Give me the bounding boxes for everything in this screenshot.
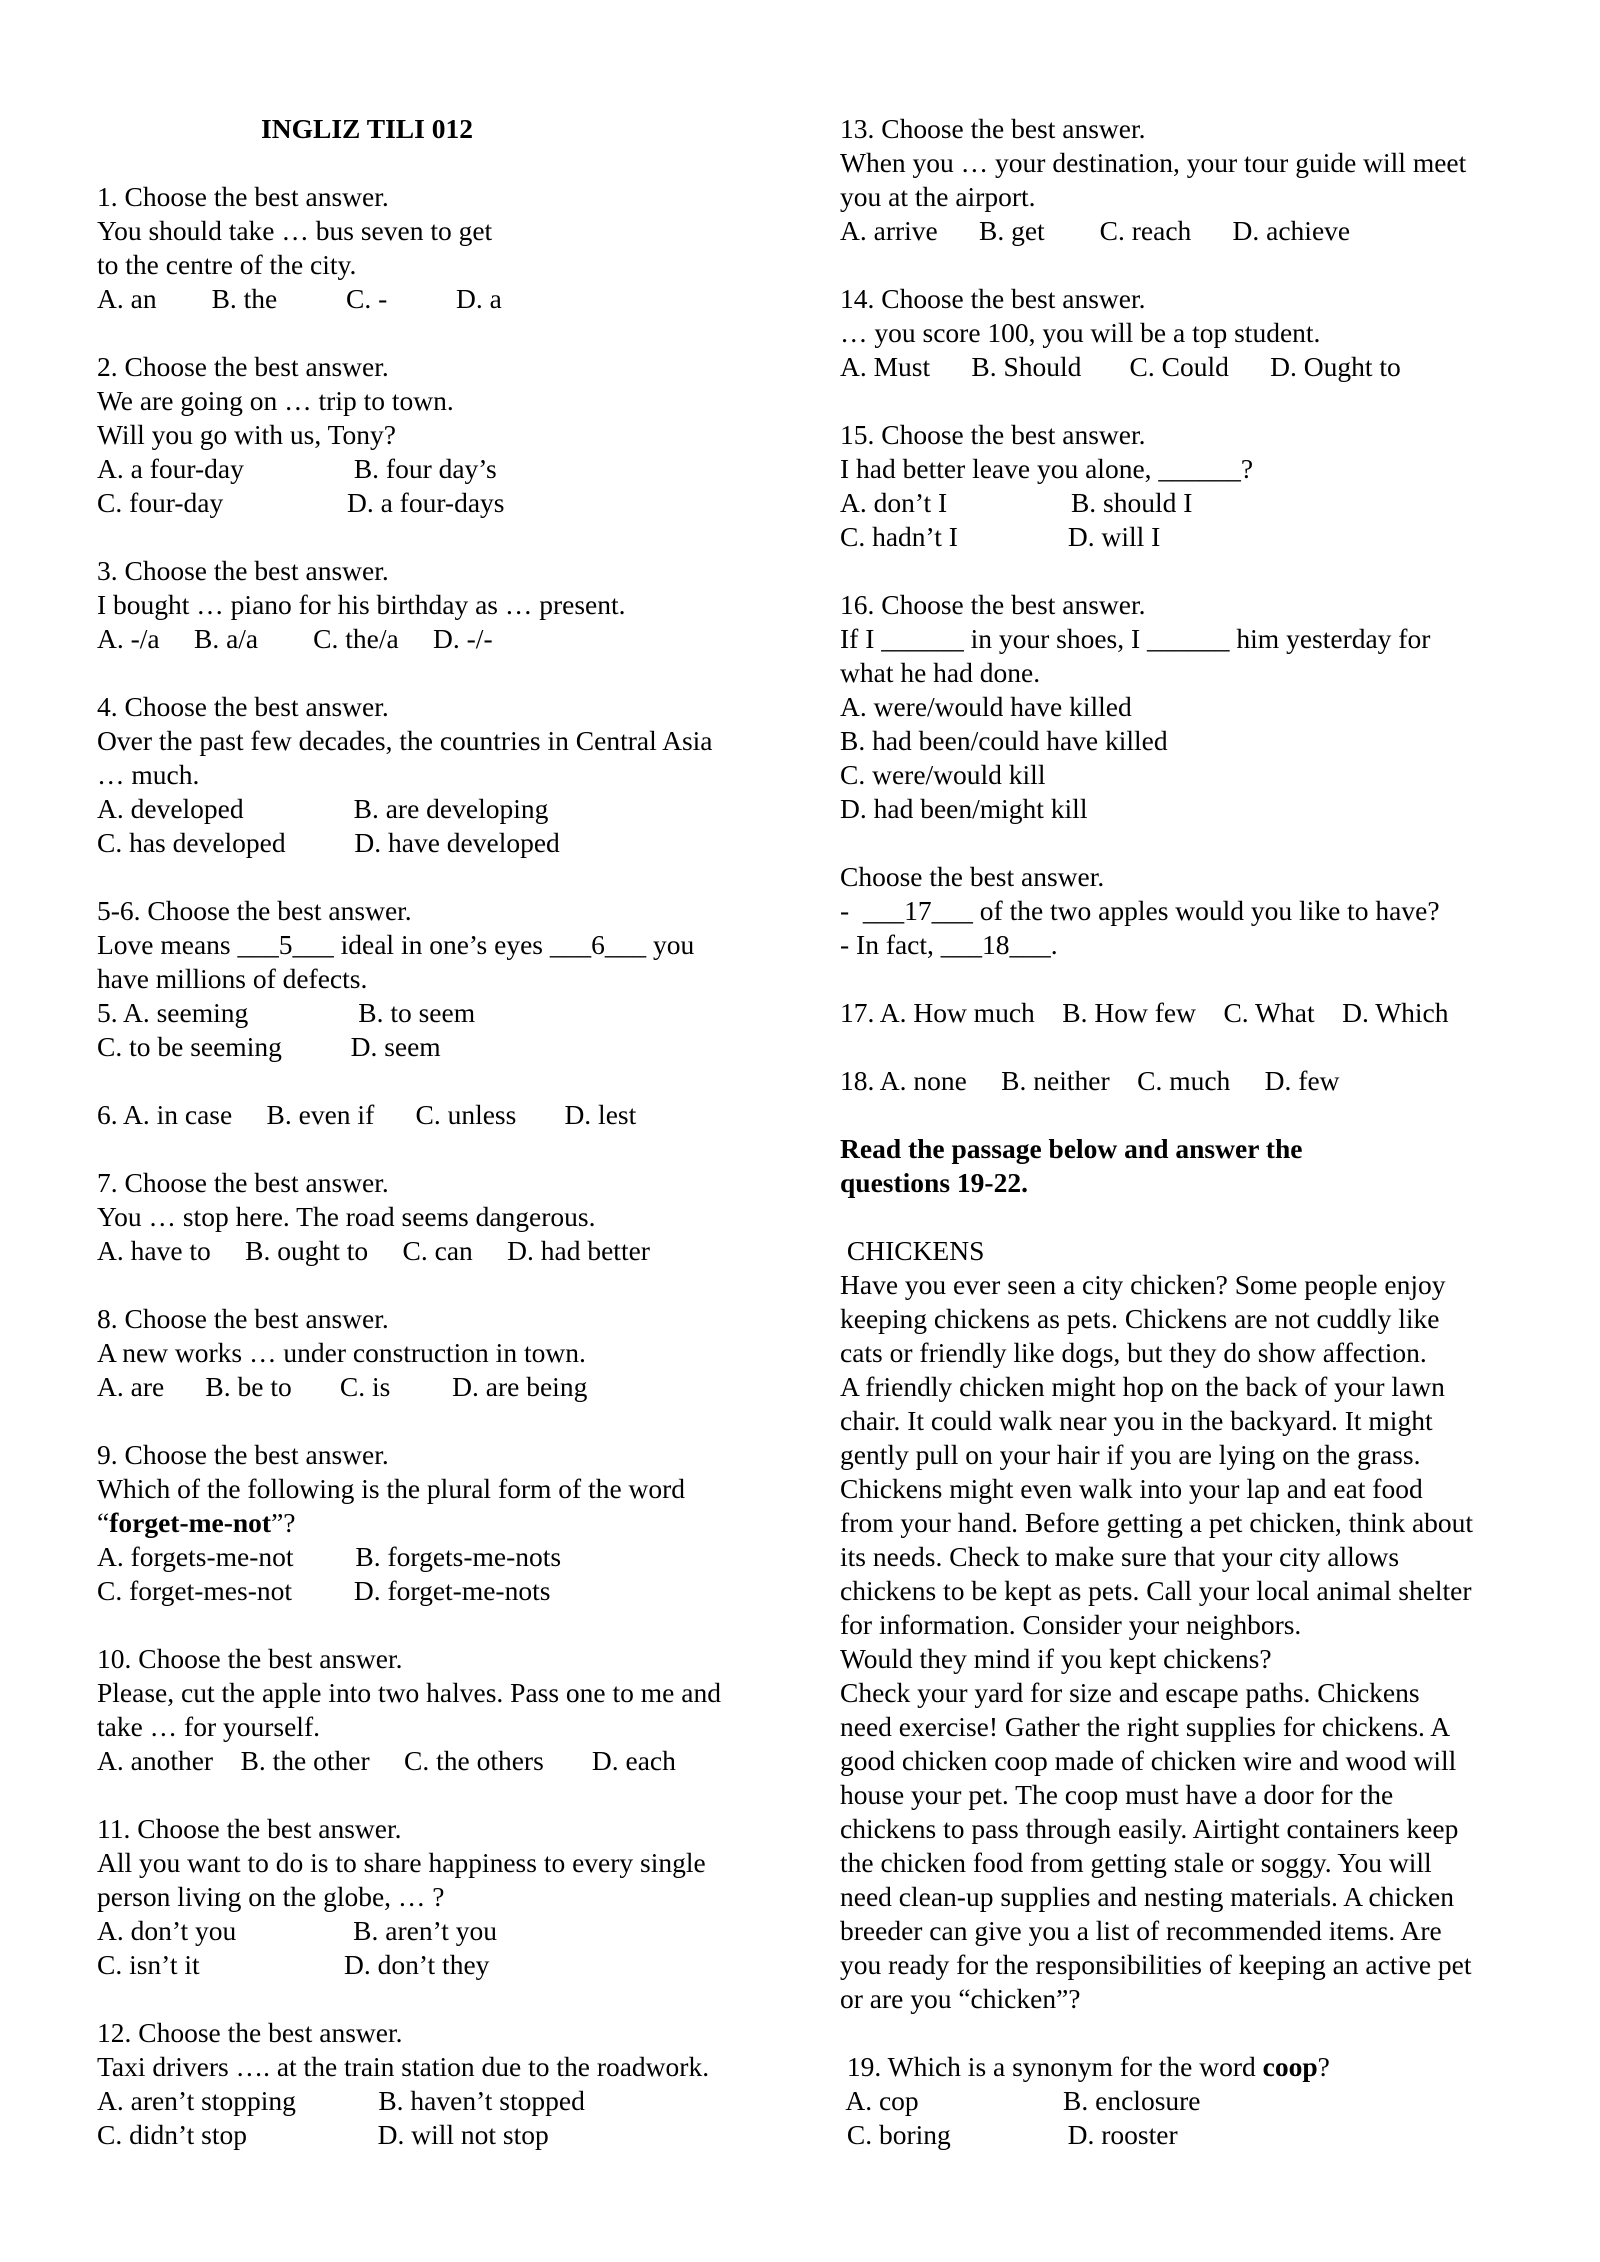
question-line: I bought … piano for his birthday as … present. bbox=[97, 589, 626, 620]
question-q11 bbox=[97, 1812, 787, 1982]
question-stem: 19. Which is a synonym for the word coop? bbox=[840, 2051, 1330, 2082]
question-line: to the centre of the city. bbox=[97, 249, 357, 280]
passage-line: you ready for the responsibilities of keeping an active pet bbox=[840, 1949, 1472, 1980]
question-line: B. had been/could have killed bbox=[840, 725, 1168, 756]
answer-options: A. cop B. enclosure bbox=[840, 2085, 1201, 2116]
question-q1 bbox=[97, 180, 787, 316]
passage-line: A friendly chicken might hop on the back of your lawn bbox=[840, 1371, 1445, 1402]
passage-line: Check your yard for size and escape paths. Chickens bbox=[840, 1677, 1420, 1708]
bold-keyword: forget-me-not bbox=[109, 1507, 272, 1538]
question-line: “forget-me-not”? bbox=[97, 1507, 296, 1538]
question-q15 bbox=[840, 418, 1530, 554]
question-line: A. have to B. ought to C. can D. had better bbox=[97, 1235, 650, 1266]
question-line: what he had done. bbox=[840, 657, 1041, 688]
passage-line: breeder can give you a list of recommended items. Are bbox=[840, 1915, 1442, 1946]
passage-line: for information. Consider your neighbors. bbox=[840, 1609, 1302, 1640]
question-line: You should take … bus seven to get bbox=[97, 215, 493, 246]
question-stem: 5-6. Choose the best answer. bbox=[97, 895, 412, 926]
question-q6 bbox=[97, 1098, 787, 1132]
question-line: A. -/a B. a/a C. the/a D. -/- bbox=[97, 623, 493, 654]
question-stem: 8. Choose the best answer. bbox=[97, 1303, 389, 1334]
question-line: A. Must B. Should C. Could D. Ought to bbox=[840, 351, 1401, 382]
question-q18 bbox=[840, 1064, 1530, 1098]
passage-heading bbox=[840, 1132, 1530, 1200]
question-line: - In fact, ___18___. bbox=[840, 929, 1058, 960]
passage-line: Chickens might even walk into your lap and eat food bbox=[840, 1473, 1423, 1504]
question-q12 bbox=[97, 2016, 787, 2152]
question-line: A. another B. the other C. the others D. each bbox=[97, 1745, 676, 1776]
question-q17 bbox=[840, 996, 1530, 1030]
question-line: If I ______ in your shoes, I ______ him yesterday for bbox=[840, 623, 1431, 654]
passage-line: need exercise! Gather the right supplies for chickens. A bbox=[840, 1711, 1451, 1742]
question-line: A. an B. the C. - D. a bbox=[97, 283, 502, 314]
passage-line: chair. It could walk near you in the backyard. It might bbox=[840, 1405, 1433, 1436]
question-line: A. were/would have killed bbox=[840, 691, 1132, 722]
question-line: - ___17___ of the two apples would you like to have? bbox=[840, 895, 1440, 926]
question-line: I had better leave you alone, ______? bbox=[840, 453, 1254, 484]
passage-heading-line: questions 19-22. bbox=[840, 1167, 1028, 1198]
question-line: Which of the following is the plural form of the word bbox=[97, 1473, 686, 1504]
question-line: … much. bbox=[97, 759, 200, 790]
passage-line: need clean-up supplies and nesting materials. A chicken bbox=[840, 1881, 1454, 1912]
question-line: C. didn’t stop D. will not stop bbox=[97, 2119, 549, 2150]
question-stem: 2. Choose the best answer. bbox=[97, 351, 389, 382]
question-q17_18 bbox=[840, 860, 1530, 962]
question-line: Will you go with us, Tony? bbox=[97, 419, 396, 450]
passage-line: Have you ever seen a city chicken? Some people enjoy bbox=[840, 1269, 1446, 1300]
question-line: When you … your destination, your tour guide will meet bbox=[840, 147, 1467, 178]
question-line: have millions of defects. bbox=[97, 963, 368, 994]
question-stem: 16. Choose the best answer. bbox=[840, 589, 1146, 620]
question-stem: 10. Choose the best answer. bbox=[97, 1643, 403, 1674]
question-line: A. don’t you B. aren’t you bbox=[97, 1915, 497, 1946]
question-q7 bbox=[97, 1166, 787, 1268]
question-stem: Choose the best answer. bbox=[840, 861, 1105, 892]
question-stem: 11. Choose the best answer. bbox=[97, 1813, 402, 1844]
question-line: C. hadn’t I D. will I bbox=[840, 521, 1161, 552]
question-stem: 9. Choose the best answer. bbox=[97, 1439, 389, 1470]
answer-options: A. forgets-me-not B. forgets-me-nots bbox=[97, 1541, 562, 1572]
right-column bbox=[840, 112, 1530, 2152]
question-q14 bbox=[840, 282, 1530, 384]
question-q4 bbox=[97, 690, 787, 860]
question-line: A. don’t I B. should I bbox=[840, 487, 1193, 518]
question-line: All you want to do is to share happiness to every single bbox=[97, 1847, 706, 1878]
question-stem: 1. Choose the best answer. bbox=[97, 181, 389, 212]
question-line: A. developed B. are developing bbox=[97, 793, 549, 824]
question-line: take … for yourself. bbox=[97, 1711, 320, 1742]
question-line: A. are B. be to C. is D. are being bbox=[97, 1371, 588, 1402]
question-q13 bbox=[840, 112, 1530, 248]
question-line: 5. A. seeming B. to seem bbox=[97, 997, 476, 1028]
question-line: A new works … under construction in town. bbox=[97, 1337, 586, 1368]
question-line: you at the airport. bbox=[840, 181, 1036, 212]
question-line: C. has developed D. have developed bbox=[97, 827, 560, 858]
passage-line: chickens to pass through easily. Airtight containers keep bbox=[840, 1813, 1459, 1844]
question-stem: 6. A. in case B. even if C. unless D. lest bbox=[97, 1099, 637, 1130]
passage-line: its needs. Check to make sure that your city allows bbox=[840, 1541, 1400, 1572]
question-line: A. aren’t stopping B. haven’t stopped bbox=[97, 2085, 585, 2116]
question-line: D. had been/might kill bbox=[840, 793, 1088, 824]
question-q10 bbox=[97, 1642, 787, 1778]
question-q16 bbox=[840, 588, 1530, 826]
question-q19 bbox=[840, 2050, 1530, 2152]
question-stem: 12. Choose the best answer. bbox=[97, 2017, 403, 2048]
bold-keyword: coop bbox=[1262, 2051, 1318, 2082]
question-line: C. were/would kill bbox=[840, 759, 1046, 790]
question-q8 bbox=[97, 1302, 787, 1404]
passage-line: cats or friendly like dogs, but they do show affection. bbox=[840, 1337, 1427, 1368]
question-q3 bbox=[97, 554, 787, 656]
passage-line: house your pet. The coop must have a door for the bbox=[840, 1779, 1394, 1810]
question-stem: 14. Choose the best answer. bbox=[840, 283, 1146, 314]
question-stem: 4. Choose the best answer. bbox=[97, 691, 389, 722]
question-line: Love means ___5___ ideal in one’s eyes ___6___ you bbox=[97, 929, 695, 960]
question-line: A. arrive B. get C. reach D. achieve bbox=[840, 215, 1351, 246]
question-line: A. a four-day B. four day’s bbox=[97, 453, 497, 484]
passage bbox=[840, 1234, 1530, 2016]
question-stem: 15. Choose the best answer. bbox=[840, 419, 1146, 450]
passage-line: Would they mind if you kept chickens? bbox=[840, 1643, 1272, 1674]
question-line: C. isn’t it D. don’t they bbox=[97, 1949, 490, 1980]
question-line: C. to be seeming D. seem bbox=[97, 1031, 441, 1062]
passage-line: or are you “chicken”? bbox=[840, 1983, 1081, 2014]
passage-line: the chicken food from getting stale or soggy. You will bbox=[840, 1847, 1432, 1878]
question-stem: 17. A. How much B. How few C. What D. Which bbox=[840, 997, 1449, 1028]
passage-line: keeping chickens as pets. Chickens are not cuddly like bbox=[840, 1303, 1440, 1334]
left-column bbox=[97, 112, 787, 2186]
passage-heading-line: Read the passage below and answer the bbox=[840, 1133, 1303, 1164]
question-stem: 18. A. none B. neither C. much D. few bbox=[840, 1065, 1340, 1096]
question-line: We are going on … trip to town. bbox=[97, 385, 454, 416]
passage-line: chickens to be kept as pets. Call your local animal shelter bbox=[840, 1575, 1472, 1606]
question-line: You … stop here. The road seems dangerous. bbox=[97, 1201, 596, 1232]
question-q5_6 bbox=[97, 894, 787, 1064]
question-line: Over the past few decades, the countries in Central Asia bbox=[97, 725, 713, 756]
question-line: C. four-day D. a four-days bbox=[97, 487, 505, 518]
answer-options: C. forget-mes-not D. forget-me-nots bbox=[97, 1575, 551, 1606]
question-line: Taxi drivers …. at the train station due to the roadwork. bbox=[97, 2051, 710, 2082]
question-line: Please, cut the apple into two halves. Pass one to me and bbox=[97, 1677, 721, 1708]
question-stem: 7. Choose the best answer. bbox=[97, 1167, 389, 1198]
passage-line: good chicken coop made of chicken wire and wood will bbox=[840, 1745, 1457, 1776]
page-title: INGLIZ TILI 012 bbox=[261, 113, 473, 144]
passage-title: CHICKENS bbox=[840, 1235, 985, 1266]
passage-line: gently pull on your hair if you are lying on the grass. bbox=[840, 1439, 1421, 1470]
question-line: person living on the globe, … ? bbox=[97, 1881, 445, 1912]
question-q2 bbox=[97, 350, 787, 520]
answer-options: C. boring D. rooster bbox=[840, 2119, 1178, 2150]
question-stem: 3. Choose the best answer. bbox=[97, 555, 389, 586]
question-line: … you score 100, you will be a top student. bbox=[840, 317, 1321, 348]
question-q9 bbox=[97, 1438, 787, 1608]
passage-line: from your hand. Before getting a pet chicken, think about bbox=[840, 1507, 1474, 1538]
question-stem: 13. Choose the best answer. bbox=[840, 113, 1146, 144]
